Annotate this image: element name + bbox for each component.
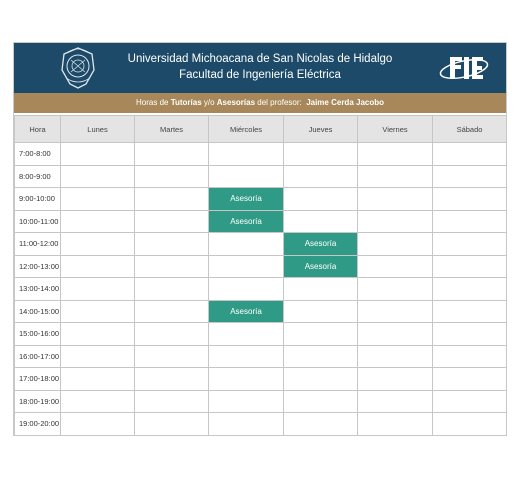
- schedule-cell: [284, 368, 358, 391]
- schedule-cell: [61, 255, 135, 278]
- schedule-cell: [135, 345, 209, 368]
- schedule-cell: [433, 278, 507, 301]
- schedule-cell: [358, 278, 433, 301]
- schedule-cell: [135, 278, 209, 301]
- schedule-cell: [284, 323, 358, 346]
- schedule-cell: [284, 188, 358, 211]
- schedule-cell: [433, 188, 507, 211]
- hour-cell: 17:00-18:00: [15, 368, 61, 391]
- schedule-cell: [135, 255, 209, 278]
- asesoria-slot: Asesoría: [284, 233, 358, 256]
- schedule-cell: [433, 323, 507, 346]
- table-row: [15, 390, 507, 413]
- hour-cell: 13:00-14:00: [15, 278, 61, 301]
- schedule-cell: [135, 368, 209, 391]
- schedule-cell: [135, 210, 209, 233]
- subheader-bar: [14, 93, 506, 113]
- schedule-cell: [433, 210, 507, 233]
- schedule-cell: [135, 188, 209, 211]
- schedule-cell: [61, 413, 135, 436]
- schedule-cell: [209, 345, 284, 368]
- subheader-tutorias: Tutorías: [170, 98, 202, 107]
- schedule-cell: [61, 300, 135, 323]
- university-name: Universidad Michoacana de San Nicolas de Hidalgo: [127, 53, 393, 65]
- schedule-cell: [433, 413, 507, 436]
- schedule-cell: [284, 300, 358, 323]
- column-header-4: Jueves: [284, 116, 358, 143]
- column-header-2: Martes: [135, 116, 209, 143]
- faculty-name: Facultad de Ingeniería Eléctrica: [179, 69, 341, 81]
- subheader-asesorias: Asesorías: [216, 98, 256, 107]
- hour-cell: 9:00-10:00: [15, 188, 61, 211]
- schedule-cell: [61, 390, 135, 413]
- header-banner: [14, 43, 506, 93]
- schedule-grid: [14, 115, 506, 436]
- table-row: [15, 368, 507, 391]
- schedule-cell: [433, 233, 507, 256]
- schedule-cell: [135, 390, 209, 413]
- schedule-cell: [61, 233, 135, 256]
- hour-cell: 8:00-9:00: [15, 165, 61, 188]
- table-row: [15, 255, 507, 278]
- schedule-cell: [284, 143, 358, 166]
- schedule-cell: [209, 278, 284, 301]
- schedule-cell: [433, 390, 507, 413]
- schedule-cell: [358, 210, 433, 233]
- column-header-5: Viernes: [358, 116, 433, 143]
- schedule-cell: [209, 143, 284, 166]
- schedule-cell: [135, 300, 209, 323]
- schedule-card: [13, 42, 507, 436]
- hour-cell: 18:00-19:00: [15, 390, 61, 413]
- schedule-cell: [61, 278, 135, 301]
- schedule-cell: [61, 165, 135, 188]
- asesoria-slot: Asesoría: [284, 255, 358, 278]
- table-row: [15, 143, 507, 166]
- schedule-cell: [433, 300, 507, 323]
- schedule-cell: [358, 300, 433, 323]
- schedule-table: [14, 115, 507, 436]
- professor-name: Jaime Cerda Jacobo: [306, 98, 384, 107]
- schedule-cell: [284, 165, 358, 188]
- schedule-cell: [358, 165, 433, 188]
- hour-cell: 7:00-8:00: [15, 143, 61, 166]
- schedule-cell: [433, 345, 507, 368]
- schedule-cell: [61, 345, 135, 368]
- schedule-cell: [358, 143, 433, 166]
- schedule-cell: [135, 413, 209, 436]
- schedule-cell: [135, 143, 209, 166]
- schedule-cell: [433, 368, 507, 391]
- schedule-body: [15, 143, 507, 436]
- table-row: [15, 345, 507, 368]
- table-row: [15, 233, 507, 256]
- table-row: [15, 413, 507, 436]
- schedule-cell: [284, 345, 358, 368]
- table-row: [15, 210, 507, 233]
- hour-cell: 19:00-20:00: [15, 413, 61, 436]
- table-row: [15, 165, 507, 188]
- schedule-cell: [358, 255, 433, 278]
- university-seal-icon: [58, 46, 98, 90]
- asesoria-slot: Asesoría: [209, 188, 284, 211]
- column-header-1: Lunes: [61, 116, 135, 143]
- schedule-cell: [358, 188, 433, 211]
- table-row: [15, 278, 507, 301]
- column-header-0: Hora: [15, 116, 61, 143]
- schedule-cell: [135, 165, 209, 188]
- schedule-cell: [358, 233, 433, 256]
- schedule-cell: [209, 413, 284, 436]
- schedule-cell: [61, 188, 135, 211]
- column-header-3: Miércoles: [209, 116, 284, 143]
- subheader-suffix: del profesor:: [255, 98, 304, 107]
- schedule-cell: [209, 323, 284, 346]
- schedule-cell: [209, 165, 284, 188]
- column-header-6: Sábado: [433, 116, 507, 143]
- schedule-cell: [358, 368, 433, 391]
- hour-cell: 11:00-12:00: [15, 233, 61, 256]
- schedule-cell: [284, 210, 358, 233]
- schedule-cell: [433, 165, 507, 188]
- schedule-header-row: [15, 116, 507, 143]
- schedule-cell: [358, 413, 433, 436]
- schedule-cell: [209, 368, 284, 391]
- subheader-middle: y/o: [201, 98, 217, 107]
- hour-cell: 14:00-15:00: [15, 300, 61, 323]
- schedule-cell: [61, 368, 135, 391]
- schedule-cell: [61, 143, 135, 166]
- schedule-cell: [209, 233, 284, 256]
- schedule-cell: [61, 323, 135, 346]
- schedule-cell: [358, 323, 433, 346]
- hour-cell: 15:00-16:00: [15, 323, 61, 346]
- fie-logo-icon: [438, 49, 490, 87]
- schedule-cell: [135, 233, 209, 256]
- hour-cell: 12:00-13:00: [15, 255, 61, 278]
- schedule-cell: [433, 143, 507, 166]
- table-row: [15, 323, 507, 346]
- schedule-cell: [209, 390, 284, 413]
- schedule-cell: [284, 390, 358, 413]
- schedule-cell: [209, 255, 284, 278]
- schedule-cell: [284, 413, 358, 436]
- table-row: [15, 300, 507, 323]
- schedule-cell: [135, 323, 209, 346]
- hour-cell: 10:00-11:00: [15, 210, 61, 233]
- schedule-cell: [61, 210, 135, 233]
- asesoria-slot: Asesoría: [209, 210, 284, 233]
- schedule-cell: [433, 255, 507, 278]
- subheader-prefix: Horas de: [136, 98, 171, 107]
- schedule-cell: [284, 278, 358, 301]
- asesoria-slot: Asesoría: [209, 300, 284, 323]
- table-row: [15, 188, 507, 211]
- hour-cell: 16:00-17:00: [15, 345, 61, 368]
- schedule-cell: [358, 345, 433, 368]
- schedule-cell: [358, 390, 433, 413]
